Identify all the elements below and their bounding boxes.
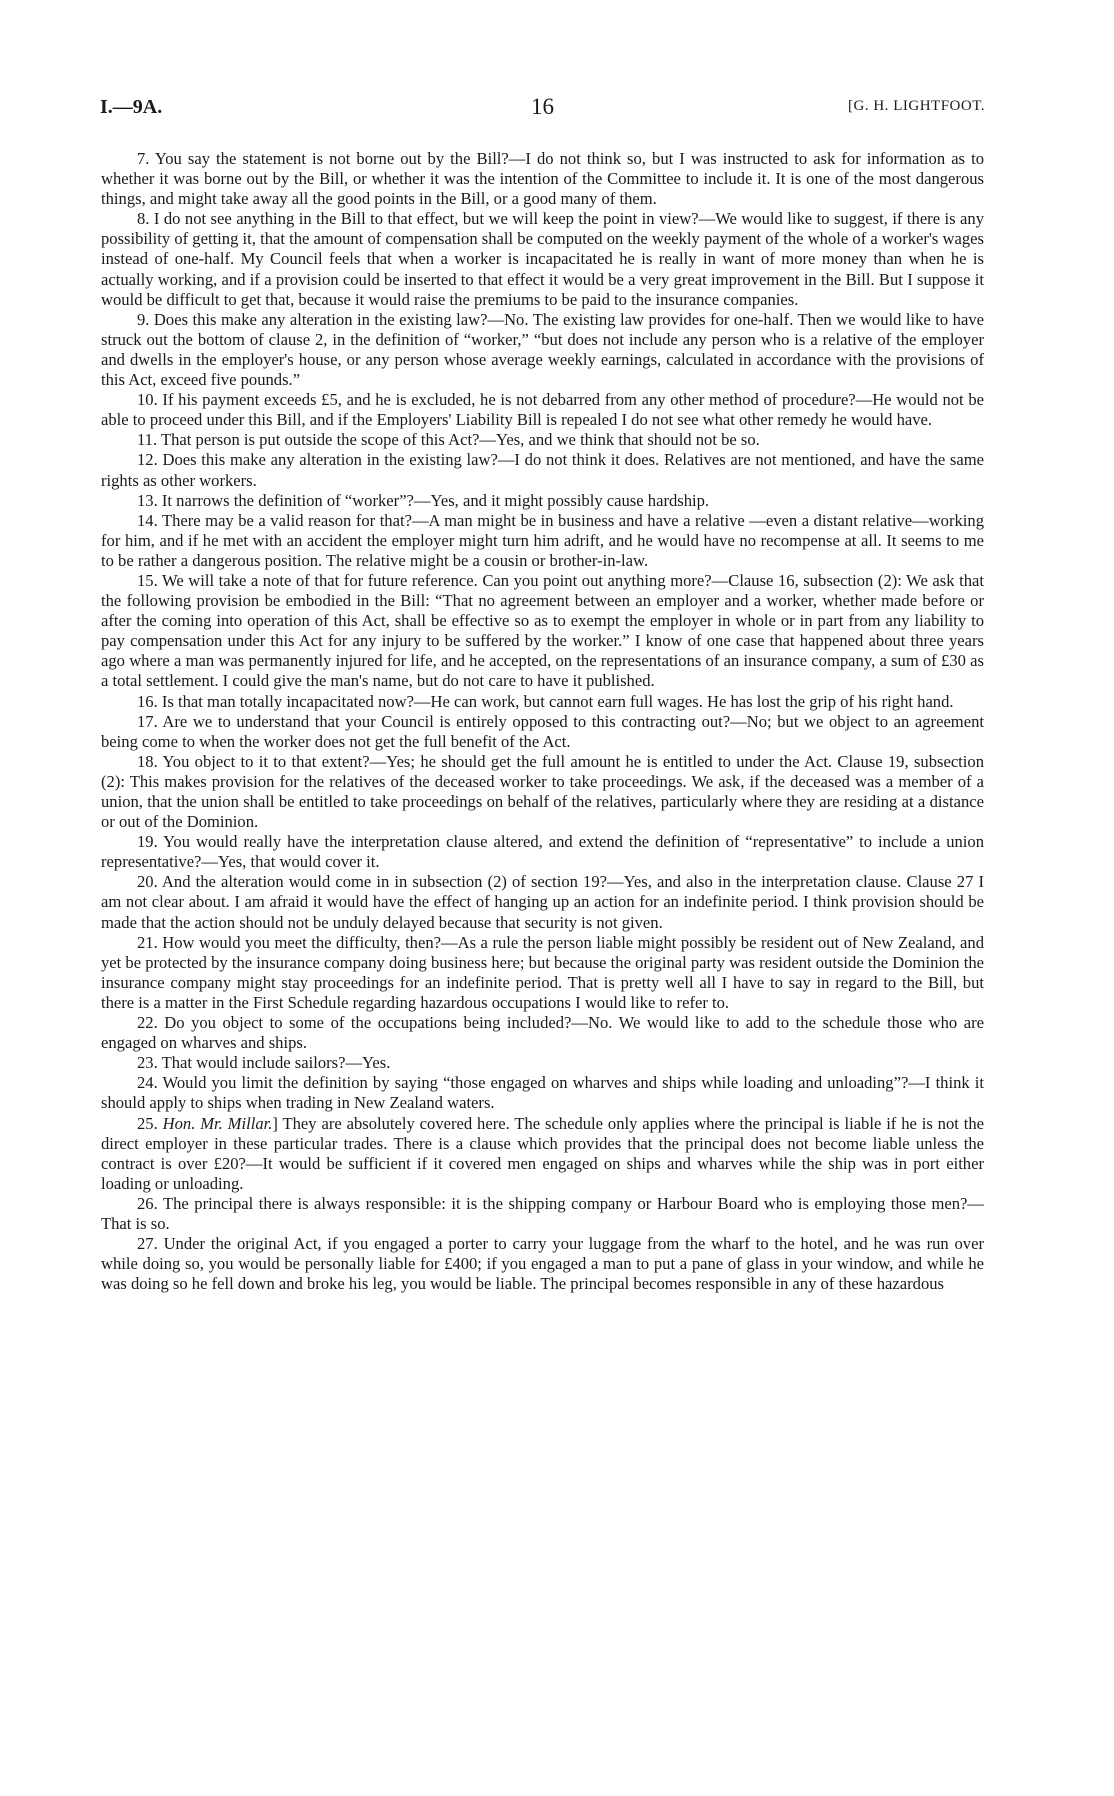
paragraph-20: 20. And the alteration would come in in subsection (2) of section 19?—Yes, and also in the interpretation clause. Clause 27 I am not clear about. I am afraid it would have the effect of hanging up an action for an indefinite period. I think provision should be made that the action should not be unduly delayed because that security is not given. [101,872,984,932]
paragraph-23: 23. That would include sailors?—Yes. [137,1053,391,1073]
paragraph-24: 24. Would you limit the definition by saying “those engaged on wharves and ships while loading and unloading”?—I think it should apply to ships when trading in New Zealand waters. [101,1073,984,1113]
paragraph-12: 12. Does this make any alteration in the existing law?—I do not think it does. Relatives are not mentioned, and have the same rights as other workers. [101,450,984,490]
paragraph-7: 7. You say the statement is not borne out by the Bill?—I do not think so, but I was instructed to ask for information as to whether it was borne out by the Bill, or whether it was the intention of the Committee to include it. It is one of the most dangerous things, and might take away all the good points in the Bill, or a good many of them. [101,149,984,209]
paragraph-19: 19. You would really have the interpretation clause altered, and extend the definition of “representative” to include a union representative?—Yes, that would cover it. [101,832,984,872]
page-header [100,96,985,126]
paper-reference: I.—9A. [100,96,163,118]
paragraph-16: 16. Is that man totally incapacitated now?—He can work, but cannot earn full wages. He has lost the grip of his right hand. [137,691,954,711]
paragraph-21: 21. How would you meet the difficulty, then?—As a rule the person liable might possibly be resident out of New Zealand, and yet be protected by the insurance company doing business here; but because the original party was resident outside the Dominion the insurance company might stay proceedings for an indefinite period. That is pretty well all I have to say in regard to the Bill, but there is a matter in the First Schedule regarding hazardous occupations I would like to refer to. [101,932,984,1012]
paragraph-26: 26. The principal there is always responsible: it is the shipping company or Harbour Board who is employing those men?—That is so. [101,1193,984,1233]
paragraph-25 [101,1114,984,1194]
paragraph-15: 15. We will take a note of that for future reference. Can you point out anything more?—Clause 16, subsection (2): We ask that the following provision be embodied in the Bill: “That no agreement between an employer and a worker, whether made before or after the coming into operation of this Act, shall be effective so as to exempt the employer in whole or in part from any liability to pay compensation under this Act for any injury to be suffered by the worker.” I know of one case that happened about three years ago where a man was permanently injured for life, and he accepted, on the representations of an insurance company, a sum of £30 as a total settlement. I could give the man's name, but do not care to have it published. [101,570,984,691]
paragraph-10: 10. If his payment exceeds £5, and he is excluded, he is not debarred from any other method of procedure?—He would not be able to proceed under this Bill, and if the Employers' Liability Bill is repealed I do not see what other remedy he would have. [101,390,984,430]
paragraph-14: 14. There may be a valid reason for that?—A man might be in business and have a relative —even a distant relative—working for him, and if he met with an accident the employer might turn him adrift, and he would have no recompense at all. It seems to me to be rather a dangerous position. The relative might be a cousin or brother-in-law. [101,510,984,570]
page-number: 16 [531,94,554,119]
paragraph-18: 18. You object to it to that extent?—Yes; he should get the full amount he is entitled to under the Act. Clause 19, subsection (2): This makes provision for the relatives of the deceased worker to take proceedings. We ask, if the deceased was a member of a union, that the union shall be entitled to take proceedings on behalf of the relatives, particularly where they are residing at a distance or out of the Dominion. [101,751,984,832]
paragraph-9: 9. Does this make any alteration in the existing law?—No. The existing law provides for one-half. Then we would like to have struck out the bottom of clause 2, in the definition of “worker,” “but does not include any person who is a relative of the employer and dwells in the employer's house, or any person whose average weekly earnings, calculated in accordance with the provisions of this Act, exceed five pounds.” [101,309,984,390]
witness-name: [G. H. LIGHTFOOT. [848,98,985,114]
paragraph-22: 22. Do you object to some of the occupations being included?—No. We would like to add to the schedule those who are engaged on wharves and ships. [101,1013,984,1053]
paragraph-text: ] They are absolutely covered here. The schedule only applies where the principal is liable if he is not the direct employer in these particular trades. There is a clause which provides that the principal does not become liable unless the contract is over £20?—It would be sufficient if it covered men engaged on ships and wharves while the ship was in port either loading or unloading. [101,1113,985,1193]
speaker-name: Hon. Mr. Millar. [162,1113,273,1133]
paragraph-11: 11. That person is put outside the scope of this Act?—Yes, and we think that should not be so. [137,430,760,450]
paragraph-8: 8. I do not see anything in the Bill to that effect, but we will keep the point in view?—We would like to suggest, if there is any possibility of getting it, that the amount of compensation shall be computed on the weekly payment of the whole of a worker's wages instead of one-half. My Council feels that when a worker is incapacitated he is really in want of more money than when he is actually working, and if a provision could be inserted to that effect it would be a very great improvement in the Bill. But I suppose it would be difficult to get that, because it would raise the premiums to be paid to the insurance companies. [101,209,984,309]
paragraph-17: 17. Are we to understand that your Council is entirely opposed to this contracting out?—No; but we object to an agreement being come to when the worker does not get the full benefit of the Act. [101,711,984,751]
paragraph-number: 25. [137,1113,163,1133]
document-body [101,149,984,1294]
paragraph-27: 27. Under the original Act, if you engaged a porter to carry your luggage from the wharf to the hotel, and he was run over while doing so, you would be personally liable for £400; if you engaged a man to put a pane of glass in your window, and while he was doing so he fell down and broke his leg, you would be liable. The principal becomes responsible in any of these hazardous [101,1234,984,1294]
paragraph-13: 13. It narrows the definition of “worker”?—Yes, and it might possibly cause hardship. [137,490,710,510]
